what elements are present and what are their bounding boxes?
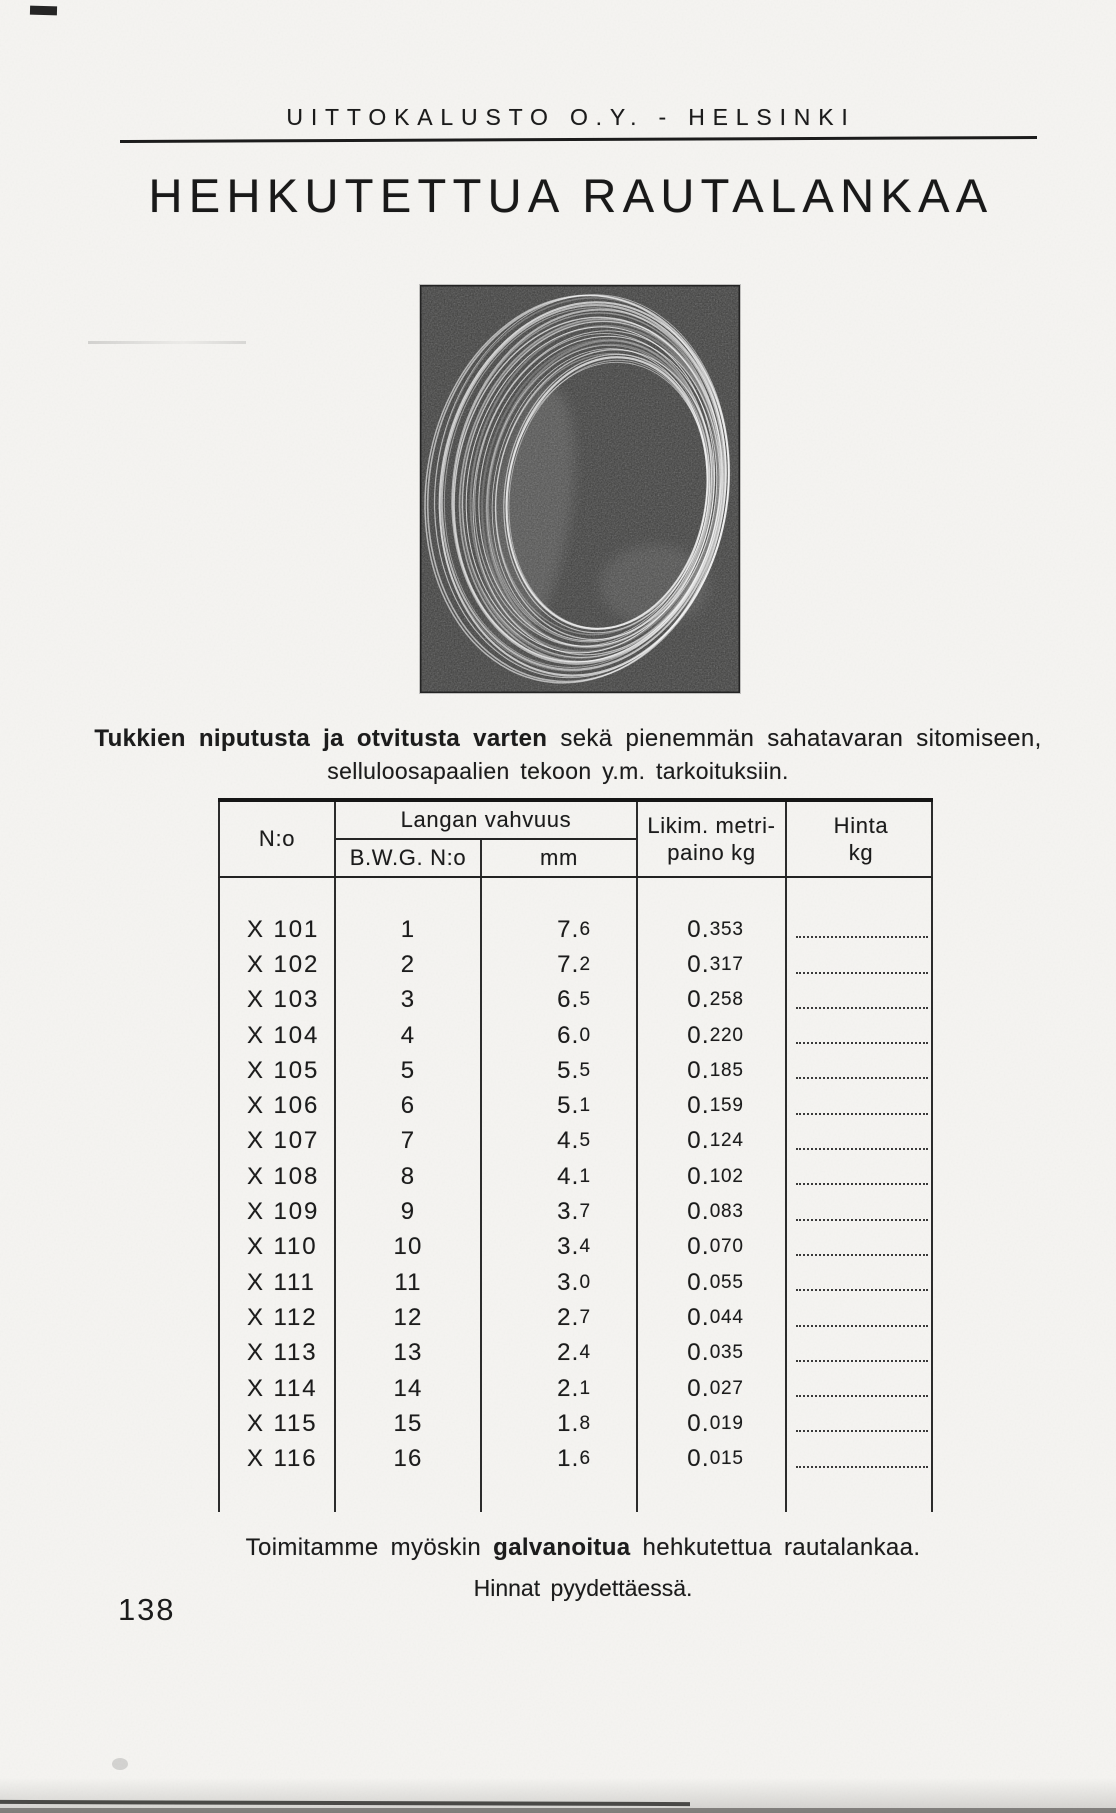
table-bottom-spacer bbox=[220, 1477, 334, 1512]
page-title: HEHKUTETTUA RAUTALANKAA bbox=[148, 169, 994, 222]
row-price-cell bbox=[785, 1053, 935, 1088]
row-bwg-no: 3 bbox=[334, 983, 480, 1018]
row-bwg-no: 16 bbox=[334, 1441, 480, 1476]
row-mm-value: 4. 5 bbox=[480, 1124, 636, 1159]
closing-pre-text: Toimitamme myöskin bbox=[245, 1534, 494, 1561]
row-price-cell bbox=[785, 1265, 935, 1300]
row-price-cell bbox=[785, 1088, 935, 1123]
row-article-no: X 110 bbox=[247, 1233, 318, 1261]
row-mm-value: 6. 0 bbox=[480, 1018, 636, 1053]
table-bottom-spacer bbox=[785, 1477, 935, 1512]
wire-coil-illustration bbox=[420, 285, 740, 693]
row-meter-weight: 0. 035 bbox=[636, 1336, 785, 1371]
row-article-no: X 102 bbox=[247, 950, 320, 978]
intro-bold-text: Tukkien niputusta ja otvitusta varten bbox=[94, 725, 548, 752]
table-top-spacer bbox=[480, 878, 636, 912]
row-price-cell bbox=[785, 1194, 935, 1229]
row-price-cell bbox=[785, 983, 935, 1018]
table-top-spacer bbox=[785, 878, 935, 912]
row-mm-value: 2. 7 bbox=[480, 1300, 636, 1335]
col-header-no: N:o bbox=[258, 826, 296, 851]
row-bwg-no: 9 bbox=[334, 1194, 480, 1229]
closing-line1 bbox=[25, 1528, 1116, 1568]
scan-smudge bbox=[112, 1758, 128, 1770]
row-price-cell bbox=[785, 1441, 935, 1476]
row-bwg-no: 2 bbox=[334, 947, 480, 982]
price-dotted-line bbox=[796, 1148, 928, 1150]
row-mm-value: 5. 1 bbox=[480, 1088, 636, 1123]
row-meter-weight: 0. 353 bbox=[636, 912, 785, 947]
row-article-no: X 107 bbox=[247, 1127, 320, 1155]
row-mm-value: 6. 5 bbox=[480, 983, 636, 1018]
scan-speck bbox=[88, 341, 246, 344]
scan-bottom-edge bbox=[0, 1808, 1116, 1813]
col-header-meter-weight-line2: paino kg bbox=[667, 840, 756, 865]
price-dotted-line bbox=[796, 1430, 928, 1432]
closing-line2: Hinnat pyydettäessä. bbox=[473, 1575, 693, 1601]
col-header-price bbox=[785, 802, 935, 876]
price-dotted-line bbox=[796, 1325, 928, 1327]
closing-bold-text: galvanoitua bbox=[493, 1534, 631, 1561]
scan-bottom-line bbox=[0, 1800, 690, 1806]
row-meter-weight: 0. 102 bbox=[636, 1159, 785, 1194]
price-table bbox=[218, 798, 933, 1512]
col-header-mm: mm bbox=[480, 840, 636, 876]
price-dotted-line bbox=[796, 1360, 928, 1362]
row-article-no: X 111 bbox=[247, 1268, 316, 1296]
row-bwg-no: 10 bbox=[334, 1230, 480, 1265]
row-price-cell bbox=[785, 1124, 935, 1159]
table-top-spacer bbox=[636, 878, 785, 912]
price-dotted-line bbox=[796, 1395, 928, 1397]
row-article-no: X 103 bbox=[247, 986, 320, 1014]
row-meter-weight: 0. 124 bbox=[636, 1124, 785, 1159]
row-mm-value: 3. 0 bbox=[480, 1265, 636, 1300]
row-price-cell bbox=[785, 1336, 935, 1371]
row-bwg-no: 11 bbox=[334, 1265, 480, 1300]
price-dotted-line bbox=[796, 1042, 928, 1044]
row-mm-value: 3. 4 bbox=[480, 1230, 636, 1265]
row-meter-weight: 0. 044 bbox=[636, 1300, 785, 1335]
row-meter-weight: 0. 015 bbox=[636, 1441, 785, 1476]
row-price-cell bbox=[785, 1230, 935, 1265]
row-price-cell bbox=[785, 1159, 935, 1194]
row-article-no: X 116 bbox=[247, 1445, 318, 1473]
col-header-meter-weight-line1: Likim. metri- bbox=[647, 813, 776, 838]
price-dotted-line bbox=[796, 1289, 928, 1291]
scan-bottom-shadow bbox=[0, 1778, 1116, 1813]
row-meter-weight: 0. 083 bbox=[636, 1194, 785, 1229]
row-meter-weight: 0. 185 bbox=[636, 1053, 785, 1088]
row-meter-weight: 0. 019 bbox=[636, 1406, 785, 1441]
intro-line1 bbox=[10, 722, 1116, 755]
table-body bbox=[218, 878, 933, 1512]
row-article-no: X 113 bbox=[247, 1339, 318, 1367]
row-mm-value: 2. 1 bbox=[480, 1371, 636, 1406]
row-price-cell bbox=[785, 1406, 935, 1441]
row-price-cell bbox=[785, 947, 935, 982]
row-bwg-no: 13 bbox=[334, 1336, 480, 1371]
row-bwg-no: 15 bbox=[334, 1406, 480, 1441]
page-number: 138 bbox=[118, 1592, 176, 1627]
row-article-no: X 104 bbox=[247, 1021, 320, 1049]
table-top-spacer bbox=[220, 878, 334, 912]
row-meter-weight: 0. 159 bbox=[636, 1088, 785, 1123]
table-bottom-spacer bbox=[636, 1477, 785, 1512]
row-article-no: X 106 bbox=[247, 1092, 320, 1120]
row-mm-value: 7. 6 bbox=[480, 912, 636, 947]
price-dotted-line bbox=[796, 1007, 928, 1009]
price-dotted-line bbox=[796, 1219, 928, 1221]
row-article-no: X 112 bbox=[247, 1303, 318, 1331]
row-article-no: X 109 bbox=[247, 1198, 320, 1226]
row-bwg-no: 12 bbox=[334, 1300, 480, 1335]
header-rule bbox=[120, 136, 1037, 143]
row-meter-weight: 0. 055 bbox=[636, 1265, 785, 1300]
row-price-cell bbox=[785, 1018, 935, 1053]
wire-coil-photo bbox=[420, 285, 740, 693]
row-article-no: X 105 bbox=[247, 1056, 320, 1084]
row-price-cell bbox=[785, 1300, 935, 1335]
row-mm-value: 7. 2 bbox=[480, 947, 636, 982]
row-meter-weight: 0. 258 bbox=[636, 983, 785, 1018]
price-dotted-line bbox=[796, 1077, 928, 1079]
col-header-bwg: B.W.G. N:o bbox=[334, 840, 480, 876]
running-header: UITTOKALUSTO O.Y. - HELSINKI bbox=[286, 104, 856, 130]
col-header-wire-gauge-group: Langan vahvuus bbox=[334, 802, 636, 840]
price-dotted-line bbox=[796, 1183, 928, 1185]
row-mm-value: 5. 5 bbox=[480, 1053, 636, 1088]
row-bwg-no: 7 bbox=[334, 1124, 480, 1159]
row-mm-value: 3. 7 bbox=[480, 1194, 636, 1229]
row-mm-value: 4. 1 bbox=[480, 1159, 636, 1194]
row-mm-value: 1. 6 bbox=[480, 1441, 636, 1476]
price-dotted-line bbox=[796, 1113, 928, 1115]
row-article-no: X 108 bbox=[247, 1162, 320, 1190]
price-dotted-line bbox=[796, 1254, 928, 1256]
table-header bbox=[218, 802, 933, 878]
price-dotted-line bbox=[796, 972, 928, 974]
row-price-cell bbox=[785, 1371, 935, 1406]
intro-line2: selluloosapaalien tekoon y.m. tarkoituksiin. bbox=[327, 758, 789, 784]
row-bwg-no: 1 bbox=[334, 912, 480, 947]
table-top-spacer bbox=[334, 878, 480, 912]
col-header-price-line2: kg bbox=[848, 840, 874, 865]
row-article-no: X 101 bbox=[247, 915, 320, 943]
row-price-cell bbox=[785, 912, 935, 947]
table-bottom-spacer bbox=[334, 1477, 480, 1512]
row-article-no: X 114 bbox=[247, 1374, 318, 1402]
closing-post-text: hehkutettua rautalankaa. bbox=[630, 1534, 921, 1561]
col-header-price-line1: Hinta bbox=[833, 813, 889, 838]
row-article-no: X 115 bbox=[247, 1409, 318, 1437]
row-meter-weight: 0. 220 bbox=[636, 1018, 785, 1053]
row-meter-weight: 0. 070 bbox=[636, 1230, 785, 1265]
row-bwg-no: 14 bbox=[334, 1371, 480, 1406]
row-mm-value: 2. 4 bbox=[480, 1336, 636, 1371]
row-meter-weight: 0. 317 bbox=[636, 947, 785, 982]
row-bwg-no: 8 bbox=[334, 1159, 480, 1194]
row-meter-weight: 0. 027 bbox=[636, 1371, 785, 1406]
row-bwg-no: 5 bbox=[334, 1053, 480, 1088]
row-mm-value: 1. 8 bbox=[480, 1406, 636, 1441]
row-bwg-no: 6 bbox=[334, 1088, 480, 1123]
price-dotted-line bbox=[796, 936, 928, 938]
col-header-meter-weight bbox=[636, 802, 785, 876]
table-bottom-spacer bbox=[480, 1477, 636, 1512]
price-dotted-line bbox=[796, 1466, 928, 1468]
intro-paragraph bbox=[0, 722, 1116, 788]
scan-corner-mark bbox=[30, 6, 57, 16]
intro-regular-text: sekä pienemmän sahatavaran sitomiseen, bbox=[547, 725, 1042, 752]
row-bwg-no: 4 bbox=[334, 1018, 480, 1053]
